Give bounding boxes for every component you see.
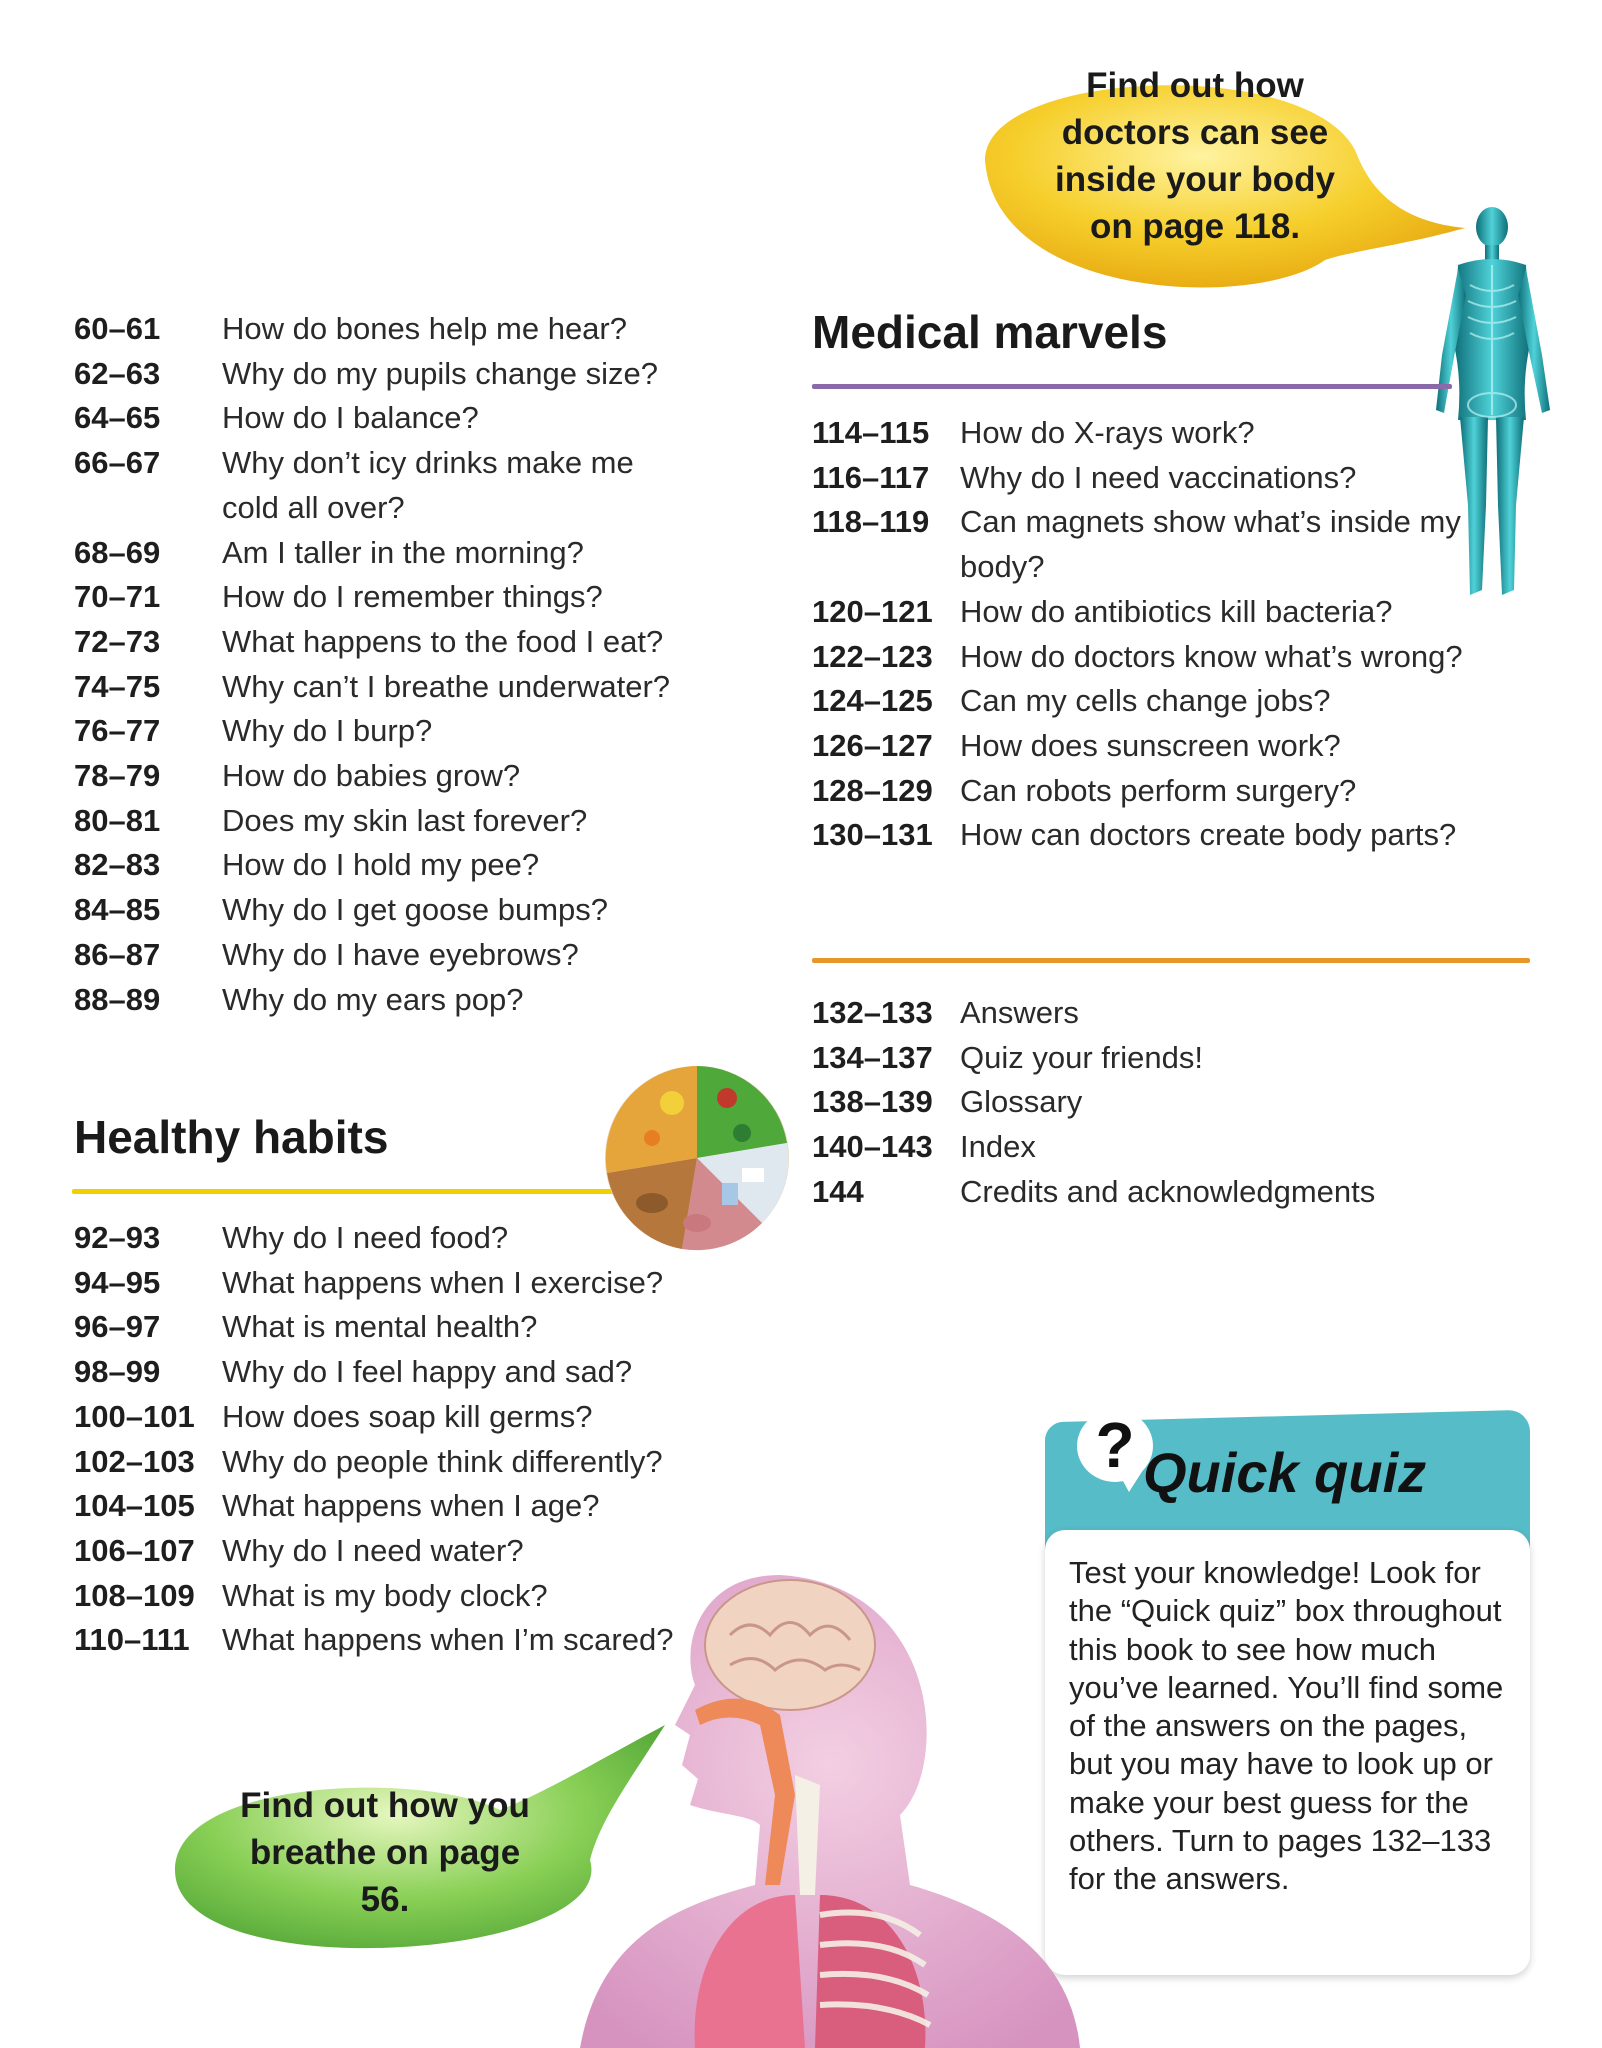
question-text: How do doctors know what’s wrong? <box>960 638 1463 674</box>
question-text: How do I balance? <box>222 400 479 436</box>
question-text: Why do I need food? <box>222 1220 509 1255</box>
page-range: 122–123 <box>812 638 933 674</box>
question-text: Am I taller in the morning? <box>222 534 584 570</box>
question-text: What is my body clock? <box>222 1577 548 1613</box>
page-range: 86–87 <box>74 936 161 972</box>
page-range: 60–61 <box>74 311 161 346</box>
toc-main-entry <box>74 933 692 978</box>
page-range: 104–105 <box>74 1488 195 1524</box>
page-range: 84–85 <box>74 892 161 928</box>
page-range: 128–129 <box>812 772 933 808</box>
toc-main-entry <box>74 799 692 844</box>
toc-main-entry <box>74 531 692 576</box>
question-text: Quiz your friends! <box>960 1039 1203 1075</box>
toc-medical-marvels-entry <box>812 456 1520 501</box>
toc-main-entry <box>74 888 692 933</box>
toc-main-entry <box>74 620 692 665</box>
page-range: 78–79 <box>74 758 161 794</box>
toc-main-entry <box>74 978 692 1023</box>
question-text: Can robots perform surgery? <box>960 772 1357 808</box>
xray-bubble-text: Find out how doctors can see inside your body on page 118. <box>1054 66 1336 246</box>
toc-back-matter-entry <box>812 1080 1520 1125</box>
toc-main-entry <box>74 665 692 710</box>
page-range: 120–121 <box>812 593 933 629</box>
page-range: 126–127 <box>812 727 933 763</box>
toc-list-back-matter <box>812 991 1520 1215</box>
question-text: Why do I feel happy and sad? <box>222 1354 633 1390</box>
question-text: How can doctors create body parts? <box>960 817 1457 853</box>
question-text: Glossary <box>960 1084 1083 1120</box>
toc-medical-marvels-entry <box>812 590 1520 635</box>
page-range: 132–133 <box>812 995 933 1030</box>
toc-back-matter-entry <box>812 1036 1520 1081</box>
question-text: Why can’t I breathe underwater? <box>222 668 671 704</box>
question-text: Why do I have eyebrows? <box>222 936 579 972</box>
page-range: 62–63 <box>74 355 161 391</box>
page-range: 108–109 <box>74 1577 195 1613</box>
question-text: Does my skin last forever? <box>222 802 588 838</box>
question-text: Answers <box>960 995 1079 1030</box>
question-text: How do I hold my pee? <box>222 847 540 883</box>
toc-healthy-habits-entry <box>74 1350 692 1395</box>
question-text: What happens when I age? <box>222 1488 600 1524</box>
xray-speech-bubble <box>965 50 1475 300</box>
toc-medical-marvels-entry <box>812 724 1520 769</box>
toc-back-matter-entry <box>812 1170 1520 1215</box>
question-text: Why do my ears pop? <box>222 981 524 1017</box>
page-range: 94–95 <box>74 1264 161 1300</box>
question-text: What happens when I’m scared? <box>222 1622 674 1658</box>
page-range: 116–117 <box>812 459 930 495</box>
toc-healthy-habits-entry <box>74 1216 692 1261</box>
medical-marvels-divider <box>812 384 1452 389</box>
toc-medical-marvels-entry <box>812 635 1520 680</box>
quick-quiz-text: Test your knowledge! Look for the “Quick quiz” box throughout this book to see how much you’ve learned. You’ll find some of the answers on the pages, but you may have to look up or make your best guess for the others. Turn to pages 132–133 for the answers. <box>1069 1555 1504 1897</box>
toc-main-entry <box>74 441 692 530</box>
page-range: 118–119 <box>812 504 930 540</box>
question-text: How does sunscreen work? <box>960 727 1341 763</box>
question-text: Why don’t icy drinks make me cold all over? <box>222 445 634 525</box>
page-range: 100–101 <box>74 1398 195 1434</box>
question-text: How do babies grow? <box>222 758 521 794</box>
toc-main-entry <box>74 709 692 754</box>
question-text: How do bones help me hear? <box>222 311 627 346</box>
quick-quiz-body <box>1045 1530 1530 1975</box>
question-text: Index <box>960 1129 1036 1165</box>
question-text: Credits and acknowledgments <box>960 1173 1376 1209</box>
question-text: Why do I get goose bumps? <box>222 892 609 928</box>
quick-quiz-box <box>1045 1410 1530 1975</box>
question-text: What happens to the food I eat? <box>222 623 664 659</box>
toc-medical-marvels-entry <box>812 500 1520 589</box>
page-range: 144 <box>812 1173 864 1209</box>
quick-quiz-title: Quick quiz <box>1143 1441 1427 1504</box>
page-range: 82–83 <box>74 847 161 883</box>
toc-back-matter-entry <box>812 1125 1520 1170</box>
page-range: 134–137 <box>812 1039 933 1075</box>
page-range: 106–107 <box>74 1532 195 1568</box>
page-range: 110–111 <box>74 1622 190 1658</box>
page-range: 140–143 <box>812 1129 933 1165</box>
toc-healthy-habits-entry <box>74 1261 692 1306</box>
back-matter-divider <box>812 958 1530 963</box>
toc-main-entry <box>74 396 692 441</box>
toc-healthy-habits-entry <box>74 1305 692 1350</box>
page-range: 96–97 <box>74 1309 161 1345</box>
toc-main-entry <box>74 307 692 352</box>
toc-medical-marvels-entry <box>812 679 1520 724</box>
question-text: How do antibiotics kill bacteria? <box>960 593 1393 629</box>
question-text: Why do I need water? <box>222 1532 524 1568</box>
section-title-medical-marvels: Medical marvels <box>812 306 1168 358</box>
toc-medical-marvels-entry <box>812 813 1520 858</box>
question-text: What is mental health? <box>222 1309 538 1345</box>
question-text: Why do I need vaccinations? <box>960 459 1357 495</box>
page-range: 92–93 <box>74 1220 161 1255</box>
toc-main-entry <box>74 843 692 888</box>
question-text: How do X-rays work? <box>960 415 1255 450</box>
toc-list-main <box>74 307 692 1022</box>
toc-healthy-habits-entry <box>74 1440 692 1485</box>
page-range: 76–77 <box>74 713 161 749</box>
breathe-speech-bubble <box>170 1720 690 1980</box>
toc-main-entry <box>74 575 692 620</box>
question-text: Can my cells change jobs? <box>960 683 1331 719</box>
question-text: Why do I burp? <box>222 713 433 749</box>
question-text: How do I remember things? <box>222 579 603 615</box>
quick-quiz-bubble-tail <box>1117 1470 1143 1492</box>
question-text: What happens when I exercise? <box>222 1264 664 1300</box>
toc-back-matter-entry <box>812 991 1520 1036</box>
question-text: Why do people think differently? <box>222 1443 663 1479</box>
page-range: 114–115 <box>812 415 930 450</box>
page-range: 98–99 <box>74 1354 161 1390</box>
question-text: Can magnets show what’s inside my body? <box>960 504 1461 585</box>
toc-healthy-habits-entry <box>74 1395 692 1440</box>
page-range: 70–71 <box>74 579 161 615</box>
page-range: 130–131 <box>812 817 933 853</box>
breathe-bubble-text: Find out how you breathe on page 56. <box>240 1786 530 1919</box>
page-range: 138–139 <box>812 1084 933 1120</box>
healthy-habits-divider <box>72 1189 632 1194</box>
question-text: How does soap kill germs? <box>222 1398 593 1434</box>
page-range: 74–75 <box>74 668 161 704</box>
question-mark-icon: ? <box>1095 1409 1135 1481</box>
page-range: 72–73 <box>74 623 161 659</box>
page-range: 102–103 <box>74 1443 195 1479</box>
toc-list-medical-marvels <box>812 411 1520 858</box>
page-range: 80–81 <box>74 802 161 838</box>
page-range: 66–67 <box>74 445 161 481</box>
page-range: 68–69 <box>74 534 161 570</box>
page-range: 124–125 <box>812 683 933 719</box>
toc-main-entry <box>74 352 692 397</box>
toc-main-entry <box>74 754 692 799</box>
section-title-healthy-habits: Healthy habits <box>74 1111 389 1163</box>
page-range: 64–65 <box>74 400 161 436</box>
page-range: 88–89 <box>74 981 161 1017</box>
toc-medical-marvels-entry <box>812 411 1520 456</box>
toc-medical-marvels-entry <box>812 769 1520 814</box>
question-text: Why do my pupils change size? <box>222 355 658 391</box>
toc-healthy-habits-entry <box>74 1484 692 1529</box>
